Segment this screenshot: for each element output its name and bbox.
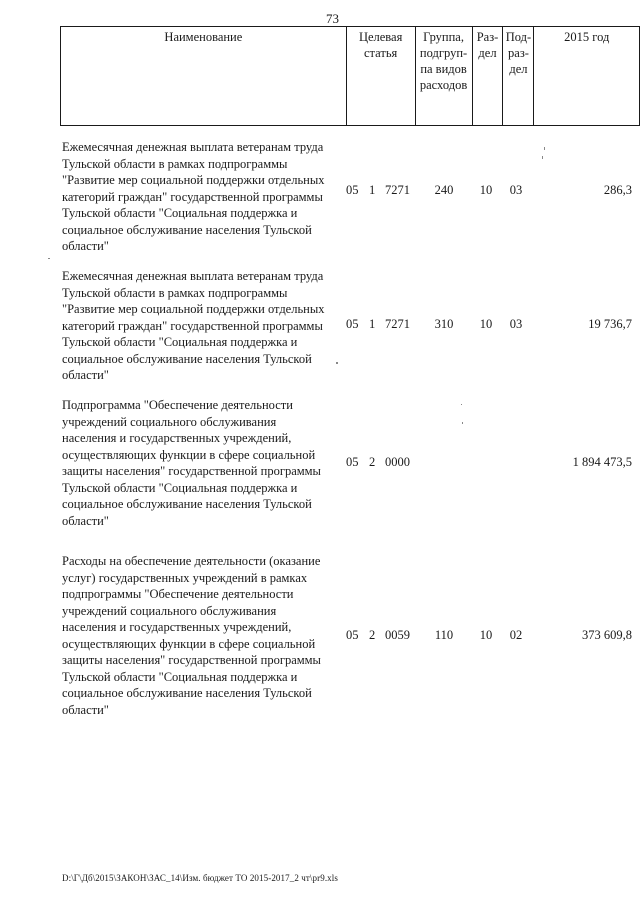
section: 10 xyxy=(479,317,493,331)
target-program: 05 xyxy=(346,183,359,197)
row-name: Ежемесячная денежная выплата ветеранам труда Тульской области в рамках подпрограммы "Развитие мер социальной поддержки отдельных категорий граждан" государственной программы Тульской области "Социальная поддержка и социальное обслуживание населения Тульской области" xyxy=(62,140,325,253)
subsection: 03 xyxy=(509,183,523,197)
expense-group: 310 xyxy=(434,317,454,331)
amount: 19 736,7 xyxy=(588,317,632,331)
row-name: Подпрограмма "Обеспечение деятельности учреждений социального обслуживания населения и государственных учреждений, осуществляющих функции в сфере социальной защиты населения" государственной программы Тульской области "Социальная поддержка и социальное обслуживание населения Тульской области" xyxy=(62,398,321,528)
amount: 1 894 473,5 xyxy=(572,455,632,469)
header-year: 2015 год xyxy=(534,27,640,126)
target-program: 05 xyxy=(346,628,359,642)
section: 10 xyxy=(479,628,493,642)
subsection: 03 xyxy=(509,317,523,331)
scan-speck xyxy=(542,156,543,159)
target-subprogram: 2 xyxy=(369,455,376,469)
target-program: 05 xyxy=(346,317,359,331)
target-program: 05 xyxy=(346,455,359,469)
scan-speck xyxy=(461,404,462,405)
target-subprogram: 1 xyxy=(369,317,376,331)
target-subprogram: 1 xyxy=(369,183,376,197)
target-direction: 7271 xyxy=(385,183,410,197)
scan-speck xyxy=(462,422,463,424)
file-path-footer: D:\Г\Дб\2015\ЗАКОН\ЗАС_14\Изм. бюджет ТО 2015-2017_2 чт\pr9.xls xyxy=(62,873,338,883)
expense-group: 240 xyxy=(434,183,454,197)
row-name: Ежемесячная денежная выплата ветеранам труда Тульской области в рамках подпрограммы "Развитие мер социальной поддержки отдельных категорий граждан" государственной программы Тульской области "Социальная поддержка и социальное обслуживание населения Тульской области" xyxy=(62,269,325,382)
scan-speck xyxy=(544,147,545,150)
target-direction: 7271 xyxy=(385,317,410,331)
header-expense-group: Группа, подгруп- па видов расходов xyxy=(415,27,472,126)
page-number: 73 xyxy=(326,11,339,26)
target-direction: 0000 xyxy=(385,455,410,469)
header-section: Раз- дел xyxy=(472,27,503,126)
scan-speck xyxy=(336,362,338,364)
section: 10 xyxy=(479,183,493,197)
row-name: Расходы на обеспечение деятельности (оказание услуг) государственных учреждений в рамках подпрограммы "Обеспечение деятельности учреждений социального обслуживания населения и государственных учреждений, осуществляющих функции в сфере социальной защиты населения" государственной программы Тульской области "Социальная поддержка и социальное обслуживание населения Тульской области" xyxy=(62,554,321,717)
amount: 286,3 xyxy=(603,183,632,197)
scan-speck xyxy=(48,258,50,259)
header-name: Наименование xyxy=(61,27,347,126)
header-target-article: Целевая статья xyxy=(346,27,415,126)
target-direction: 0059 xyxy=(385,628,410,642)
subsection: 02 xyxy=(509,628,523,642)
target-subprogram: 2 xyxy=(369,628,376,642)
header-subsection: Под- раз- дел xyxy=(503,27,534,126)
expense-group: 110 xyxy=(434,628,454,642)
amount: 373 609,8 xyxy=(582,628,632,642)
